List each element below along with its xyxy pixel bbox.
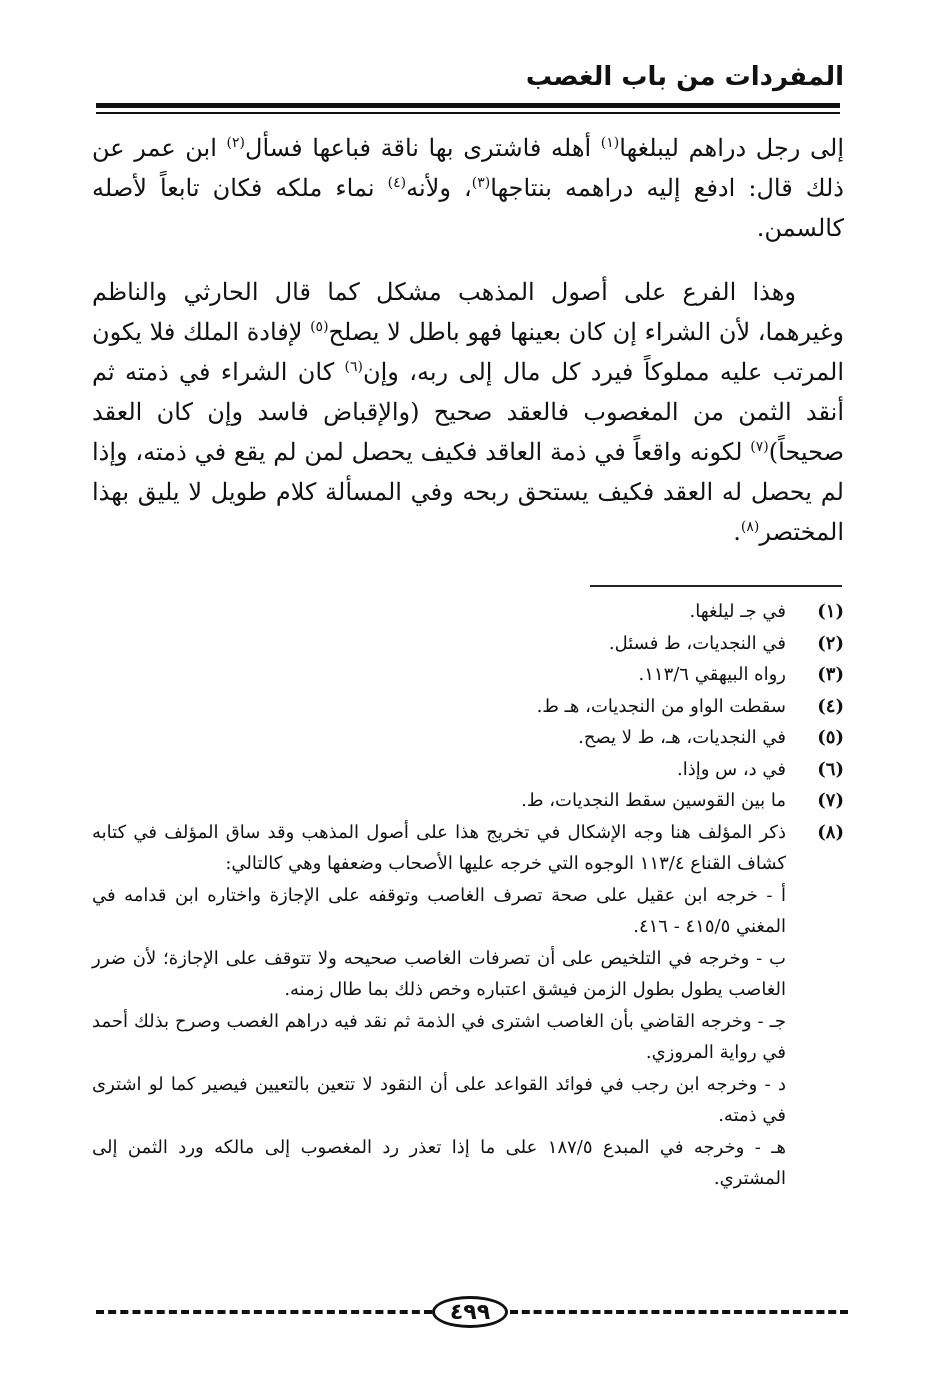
header-rule-thin [96, 112, 840, 114]
footnote-item [92, 722, 844, 754]
footnote-subitem: أ - خرجه ابن عقيل على صحة تصرف الغاصب وتوقفه على الإجازة واختاره ابن قدامه في المغني ٤١٥/٥ - ٤١٦. [92, 884, 786, 937]
footnote-number: (٣) [817, 664, 844, 685]
body-text-segment: لكونه واقعاً في ذمة العاقد فكيف يحصل لمن لم يقع في ذمته، وإذا لم يحصل له العقد فكيف يستحق ربحه وفي المسألة كلام طويل لا يليق بهذا المختصر [92, 438, 844, 546]
footnote-item [92, 659, 844, 691]
body-text-segment: نماء ملكه فكان تابعاً لأصله كالسمن. [92, 174, 844, 242]
body-text-segment: . [733, 518, 741, 546]
body-paragraph-2 [92, 272, 844, 552]
footnote-ref: (٥) [310, 319, 329, 335]
footnote-number: (٤) [817, 695, 844, 717]
body-text-segment: ، ولأنه [406, 174, 472, 202]
footnote-number: (٥) [817, 727, 844, 748]
footnote-item [92, 628, 844, 660]
footnote-text: سقطت الواو من النجديات، هـ ط. [536, 695, 786, 717]
footnote-item [92, 817, 844, 880]
footnote-separator [590, 585, 842, 587]
page-number: ٤٩٩ [432, 1296, 508, 1328]
footnote-subitem: د - وخرجه ابن رجب في فوائد القواعد على أن النقود لا تتعين بالتعيين فيصير كما لو اشترى في ذمته. [92, 1073, 786, 1126]
footnote-item [92, 754, 844, 786]
page-number-ornament [96, 1296, 848, 1332]
footnote-text: في النجديات، هـ، ط لا يصح. [578, 727, 786, 748]
footnote-number: (٦) [817, 758, 844, 780]
page-number-dashes-right [510, 1310, 848, 1314]
body-text-segment: وهذا الفرع على أصول المذهب مشكل كما قال الحارثي والناظم وغيرهما، لأن الشراء إن كان بعينها فهو باطل لا يصلح [92, 278, 844, 346]
running-header-title: المفردات من باب الغصب [525, 62, 844, 92]
footnote-text: في د، س وإذا. [676, 758, 786, 780]
page-number-dashes-left [96, 1310, 432, 1314]
body-text-segment: كان الشراء في ذمته ثم أنقد الثمن من المغصوب فالعقد صحيح (والإقباض فاسد وإن كان العقد صحيحاً) [92, 358, 844, 466]
footnote-number: (٧) [817, 790, 844, 811]
footnote-item [92, 691, 844, 723]
footnote-subitem: هـ - وخرجه في المبدع ١٨٧/٥ على ما إذا تعذر رد المغصوب إلى مالكه ورد الثمن إلى المشتري. [92, 1136, 787, 1189]
footnote-number: (١) [817, 601, 844, 622]
footnote-item [92, 596, 844, 628]
body-text-segment: ابن عمر عن ذلك قال: ادفع إليه دراهمه بنتاجها [92, 134, 844, 202]
header-rule-thick [96, 103, 840, 108]
footnotes-section [92, 596, 844, 1195]
footnote-ref: (٨) [740, 519, 760, 535]
footnote-text: رواه البيهقي ١١٣/٦. [638, 664, 786, 685]
footnote-subitem: جـ - وخرجه القاضي بأن الغاصب اشترى في الذمة ثم نقد فيه دراهم الغصب وصرح بذلك أحمد في رواية المروزي. [92, 1010, 786, 1063]
footnote-ref: (٦) [344, 359, 363, 375]
footnote-text: ما بين القوسين سقط النجديات، ط. [521, 790, 786, 811]
footnote-number: (٢) [817, 632, 844, 654]
footnote-number: (٨) [817, 821, 844, 843]
footnote-ref: (٣) [471, 175, 491, 191]
body-text-segment: أهله فاشترى بها ناقة فباعها فسأل [245, 134, 592, 162]
footnote-text: في النجديات، ط فسئل. [608, 632, 786, 654]
footnote-subitem: ب - وخرجه في التلخيص على أن تصرفات الغاصب صحيحه ولا تتوقف على الإجازة؛ لأن ضرر الغاصب يطول بطول الزمن فيشق اعتباره وخص ذلك بما طال زمنه. [92, 947, 786, 1000]
footnote-ref: (٧) [750, 439, 769, 455]
footnote-text: ذكر المؤلف هنا وجه الإشكال في تخريج هذا على أصول المذهب وقد ساق المؤلف في كتابه كشاف القناع ١١٣/٤ الوجوه التي خرجه عليها الأصحاب وضعفها وهي كالتالي: [92, 821, 786, 874]
body-paragraph-1 [92, 128, 844, 248]
footnote-ref: (٢) [226, 135, 245, 151]
body-text-segment: لإفادة الملك فلا يكون المرتب عليه مملوكاً فيرد كل مال إلى ربه، وإن [92, 318, 844, 386]
footnote-ref: (١) [600, 135, 620, 151]
footnote-8-subitems [92, 880, 844, 1195]
footnote-item [92, 785, 844, 817]
body-text-segment: إلى رجل دراهم ليبلغها [619, 134, 844, 162]
footnote-ref: (٤) [387, 175, 407, 191]
footnote-text: في جـ ليلغها. [689, 601, 786, 622]
